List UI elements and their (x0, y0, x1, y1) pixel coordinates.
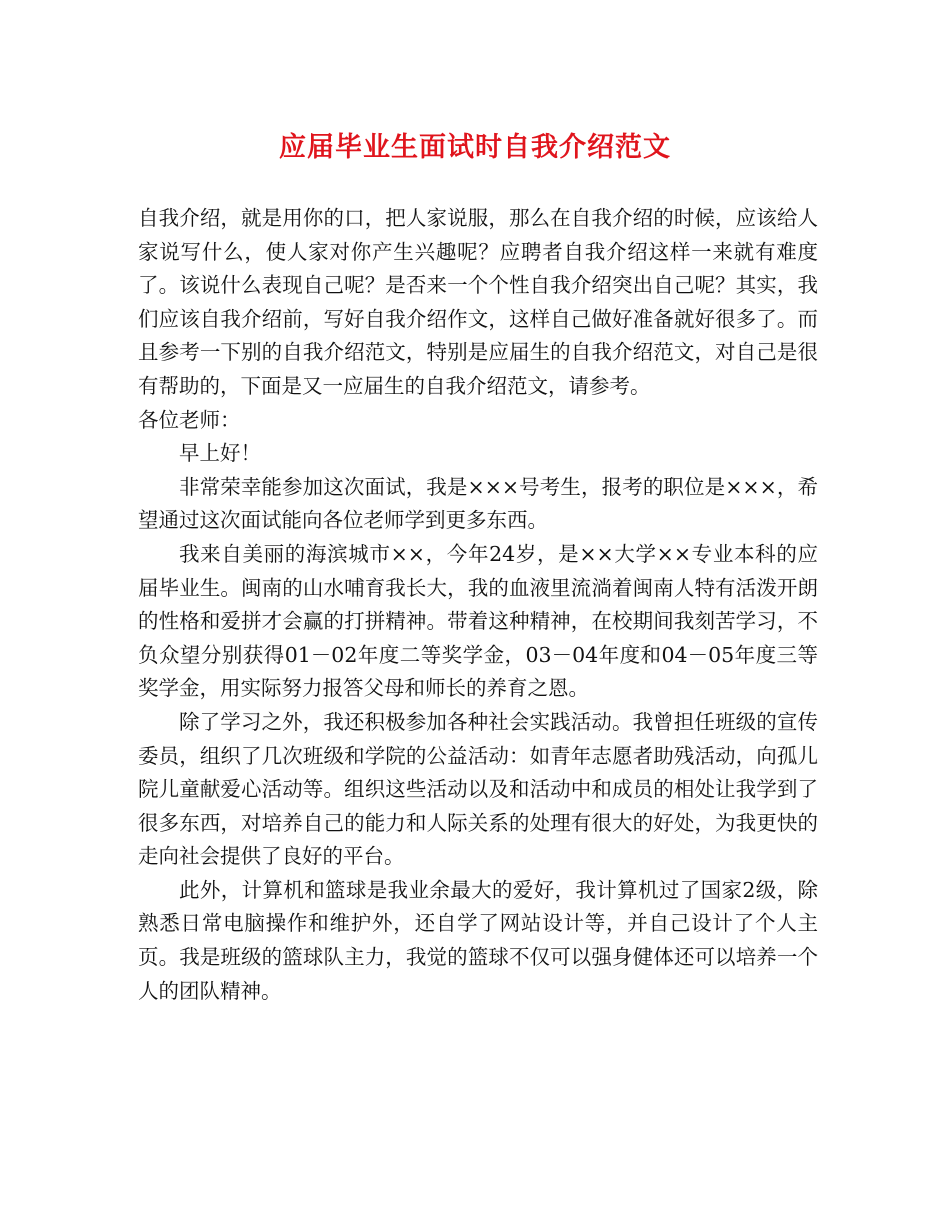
body-paragraph-hobbies: 此外，计算机和篮球是我业余最大的爱好，我计算机过了国家2级，除熟悉日常电脑操作和维护外，还自学了网站设计等，并自己设计了个人主页。我是班级的篮球队主力，我觉的篮球不仅可以强身健体还可以培养一个人的团队精神。 (138, 877, 818, 1003)
intro-paragraph: 自我介绍，就是用你的口，把人家说服，那么在自我介绍的时候，应该给人家说写什么，使人家对你产生兴趣呢？应聘者自我介绍这样一来就有难度了。该说什么表现自己呢？是否来一个个性自我介绍突出自己呢？其实，我们应该自我介绍前，写好自我介绍作文，这样自己做好准备就好很多了。而且参考一下别的自我介绍范文，特别是应届生的自我介绍范文，对自己是很有帮助的，下面是又一应届生的自我介绍范文，请参考。 (138, 206, 818, 398)
body-paragraph-background: 我来自美丽的海滨城市××，今年24岁，是××大学××专业本科的应届毕业生。闽南的山水哺育我长大，我的血液里流淌着闽南人特有活泼开朗的性格和爱拼才会赢的打拼精神。带着这种精神，在校期间我刻苦学习，不负众望分别获得01－02年度二等奖学金，03－04年度和04－05年度三等奖学金，用实际努力报答父母和师长的养育之恩。 (138, 541, 818, 701)
document-body (138, 202, 818, 1008)
body-paragraph-opening: 非常荣幸能参加这次面试，我是×××号考生，报考的职位是×××，希望通过这次面试能向各位老师学到更多东西。 (138, 474, 818, 533)
body-paragraph-activities: 除了学习之外，我还积极参加各种社会实践活动。我曾担任班级的宣传委员，组织了几次班级和学院的公益活动：如青年志愿者助残活动，向孤儿院儿童献爱心活动等。组织这些活动以及和活动中和成员的相处让我学到了很多东西，对培养自己的能力和人际关系的处理有很大的好处，为我更快的走向社会提供了良好的平台。 (138, 709, 818, 869)
document-title: 应届毕业生面试时自我介绍范文 (279, 132, 671, 163)
salutation: 各位老师： (138, 407, 241, 432)
greeting: 早上好！ (179, 441, 261, 466)
